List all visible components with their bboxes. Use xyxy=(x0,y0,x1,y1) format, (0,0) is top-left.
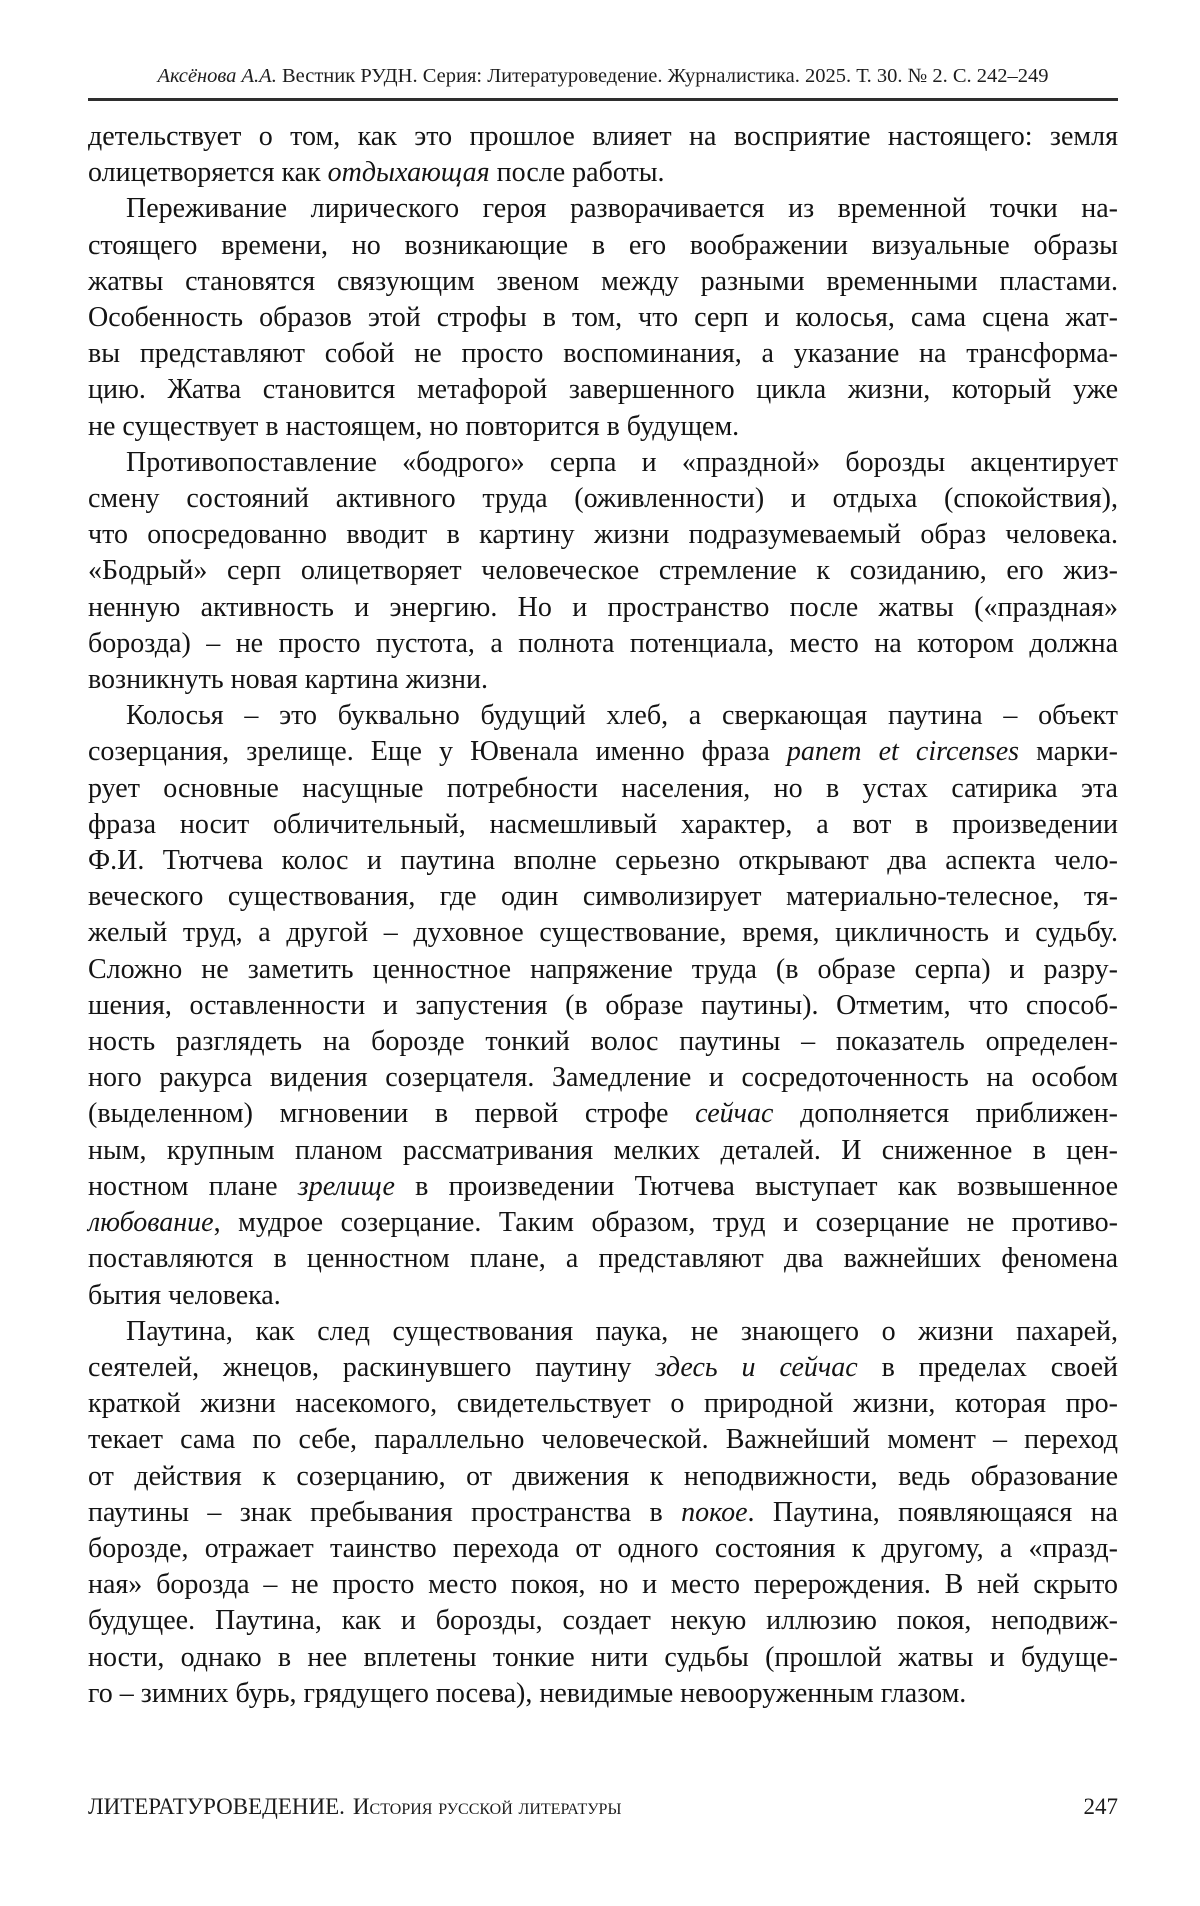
text-line xyxy=(88,1133,1118,1169)
text-segment: смену состояний активного труда (оживленности) и отдыха (спокойствия), xyxy=(88,483,1118,515)
text-segment: Переживание лирического героя разворачивается из временной точки на- xyxy=(126,193,1118,225)
text-segment: ность разглядеть на борозде тонкий волос паутины – показатель определен- xyxy=(88,1026,1118,1058)
text-segment: желый труд, а другой – духовное существование, время, цикличность и судьбу. xyxy=(88,917,1118,949)
italic-text-segment: покое xyxy=(681,1496,748,1528)
text-segment: Вестник РУДН. Серия: Литературоведение. Журналистика. 2025. Т. 30. № 2. С. 242–249 xyxy=(276,65,1049,87)
italic-text-segment: здесь и сейчас xyxy=(655,1351,858,1383)
text-segment: веческого существования, где один символизирует материально-телесное, тя- xyxy=(88,881,1118,913)
text-line xyxy=(88,626,1118,662)
section-title xyxy=(88,1794,621,1820)
text-line xyxy=(88,409,1118,445)
text-line xyxy=(88,1567,1118,1603)
text-line xyxy=(88,1531,1118,1567)
text-segment: ненную активность и энергию. Но и пространство после жатвы («праздная» xyxy=(88,591,1118,623)
text-segment: в пределах своей xyxy=(857,1351,1118,1383)
text-line xyxy=(88,517,1118,553)
text-segment: текает сама по себе, параллельно человеческой. Важнейший момент – переход xyxy=(88,1424,1118,1456)
text-line xyxy=(88,119,1118,155)
text-segment: Паутина, как след существования паука, не знающего о жизни пахарей, xyxy=(126,1315,1118,1347)
text-line xyxy=(88,191,1118,227)
text-segment: стоящего времени, но возникающие в его воображении визуальные образы xyxy=(88,229,1118,261)
text-segment: сеятелей, жнецов, раскинувшего паутину xyxy=(88,1351,656,1383)
text-segment: Ф.И. Тютчева колос и паутина вполне серьезно открывают два аспекта чело- xyxy=(88,845,1118,877)
italic-text-segment: Аксёнова А.А. xyxy=(157,65,277,87)
text-segment: паутины – знак пребывания пространства в xyxy=(88,1496,682,1528)
page-number: 247 xyxy=(1083,1794,1118,1819)
italic-text-segment: отдыхающая xyxy=(327,157,490,189)
text-line xyxy=(88,300,1118,336)
text-segment: будущее. Паутина, как и борозды, создает некую иллюзию покоя, неподвиж- xyxy=(88,1605,1118,1637)
text-line xyxy=(88,698,1118,734)
page-footer xyxy=(88,1794,1118,1820)
text-segment: от действия к созерцанию, от движения к неподвижности, ведь образование xyxy=(88,1460,1118,1492)
text-line xyxy=(88,155,1118,191)
text-segment: созерцания, зрелище. Еще у Ювенала именно фраза xyxy=(88,736,787,768)
text-line xyxy=(88,1314,1118,1350)
paragraph xyxy=(88,191,1118,444)
text-line xyxy=(88,1640,1118,1676)
text-segment: олицетворяется как xyxy=(88,157,328,189)
text-line xyxy=(88,1422,1118,1458)
text-segment: борозда) – не просто пустота, а полнота потенциала, место на котором должна xyxy=(88,627,1118,659)
paragraph xyxy=(88,119,1118,191)
text-line xyxy=(88,264,1118,300)
text-segment: ности, однако в нее вплетены тонкие нити судьбы (прошлой жатвы и будуще- xyxy=(88,1641,1118,1673)
text-line xyxy=(88,590,1118,626)
text-line xyxy=(88,1096,1118,1132)
paragraph xyxy=(88,445,1118,698)
text-line xyxy=(88,952,1118,988)
text-segment: фраза носит обличительный, насмешливый характер, а вот в произведении xyxy=(88,808,1118,840)
text-segment: шения, оставленности и запустения (в образе паутины). Отметим, что способ- xyxy=(88,989,1118,1021)
text-line xyxy=(88,1024,1118,1060)
text-segment: поставляются в ценностном плане, а представляют два важнейших феномена xyxy=(88,1243,1118,1275)
text-segment: Колосья – это буквально будущий хлеб, а сверкающая паутина – объект xyxy=(126,700,1118,732)
text-line xyxy=(88,1241,1118,1277)
text-line xyxy=(88,1205,1118,1241)
text-segment: ностном плане xyxy=(88,1170,298,1202)
text-segment: жатвы становятся связующим звеном между разными временными пластами. xyxy=(88,265,1118,297)
text-segment: ным, крупным планом рассматривания мелких деталей. И сниженное в цен- xyxy=(88,1134,1118,1166)
text-line xyxy=(88,1278,1118,1314)
text-line xyxy=(88,1386,1118,1422)
text-segment: что опосредованно вводит в картину жизни подразумеваемый образ человека. xyxy=(88,519,1118,551)
text-line xyxy=(88,336,1118,372)
italic-text-segment: зрелище xyxy=(297,1170,395,1202)
text-line xyxy=(88,807,1118,843)
text-segment: «Бодрый» серп олицетворяет человеческое стремление к созиданию, его жиз- xyxy=(88,555,1118,587)
text-line xyxy=(88,734,1118,770)
text-line xyxy=(88,1459,1118,1495)
text-segment: , мудрое созерцание. Таким образом, труд и созерцание не противо- xyxy=(213,1207,1118,1239)
text-segment: борозде, отражает таинство перехода от одного состояния к другому, а «празд- xyxy=(88,1532,1118,1564)
section-main-label: ЛИТЕРАТУРОВЕДЕНИЕ. xyxy=(88,1794,345,1819)
text-segment: краткой жизни насекомого, свидетельствует о природной жизни, которая про- xyxy=(88,1388,1118,1420)
text-segment: (выделенном) мгновении в первой строфе xyxy=(88,1098,696,1130)
text-segment: ного ракурса видения созерцателя. Замедление и сосредоточенность на особом xyxy=(88,1062,1118,1094)
text-line xyxy=(88,553,1118,589)
section-sub-label: История русской литературы xyxy=(352,1794,622,1819)
text-line xyxy=(88,1676,1118,1712)
text-segment: детельствует о том, как это прошлое влияет на восприятие настоящего: земля xyxy=(88,121,1118,152)
text-segment: марки- xyxy=(1019,736,1118,768)
text-line xyxy=(88,879,1118,915)
text-line xyxy=(88,1603,1118,1639)
text-line xyxy=(88,1350,1118,1386)
paragraph xyxy=(88,1314,1118,1712)
text-line xyxy=(88,915,1118,951)
text-segment: ная» борозда – не просто место покоя, но и место перерождения. В ней скрыто xyxy=(88,1569,1118,1601)
text-line xyxy=(88,1060,1118,1096)
text-segment: Особенность образов этой строфы в том, что серп и колосья, сама сцена жат- xyxy=(88,302,1118,334)
text-line xyxy=(88,1495,1118,1531)
text-segment: Сложно не заметить ценностное напряжение труда (в образе серпа) и разру- xyxy=(88,953,1118,985)
text-line xyxy=(88,228,1118,264)
text-line xyxy=(88,372,1118,408)
text-segment: не существует в настоящем, но повторится в будущем. xyxy=(88,410,740,442)
text-segment: после работы. xyxy=(489,157,665,189)
text-segment: Противопоставление «бодрого» серпа и «праздной» борозды акцентирует xyxy=(126,446,1118,478)
text-segment: цию. Жатва становится метафорой завершенного цикла жизни, который уже xyxy=(88,374,1118,406)
text-segment: . Паутина, появляющаяся на xyxy=(747,1496,1118,1528)
paragraph xyxy=(88,698,1118,1313)
text-segment: возникнуть новая картина жизни. xyxy=(88,664,489,696)
text-segment: рует основные насущные потребности населения, но в устах сатирика эта xyxy=(88,772,1118,804)
text-segment: го – зимних бурь, грядущего посева), невидимые невооруженным глазом. xyxy=(88,1677,967,1709)
text-line xyxy=(88,1169,1118,1205)
article-body xyxy=(88,119,1118,1712)
text-line xyxy=(88,988,1118,1024)
text-segment: дополняется приближен- xyxy=(773,1098,1118,1130)
text-line xyxy=(88,445,1118,481)
text-segment: вы представляют собой не просто воспоминания, а указание на трансформа- xyxy=(88,338,1118,370)
italic-text-segment: сейчас xyxy=(695,1098,774,1130)
italic-text-segment: любование xyxy=(88,1207,214,1239)
text-line xyxy=(88,662,1118,698)
italic-text-segment: panem et circenses xyxy=(786,736,1020,768)
text-segment: в произведении Тютчева выступает как возвышенное xyxy=(394,1170,1118,1202)
text-line xyxy=(88,843,1118,879)
running-header xyxy=(88,64,1118,88)
text-segment: бытия человека. xyxy=(88,1279,281,1311)
text-line xyxy=(88,481,1118,517)
text-line xyxy=(88,771,1118,807)
header-rule xyxy=(88,98,1118,101)
